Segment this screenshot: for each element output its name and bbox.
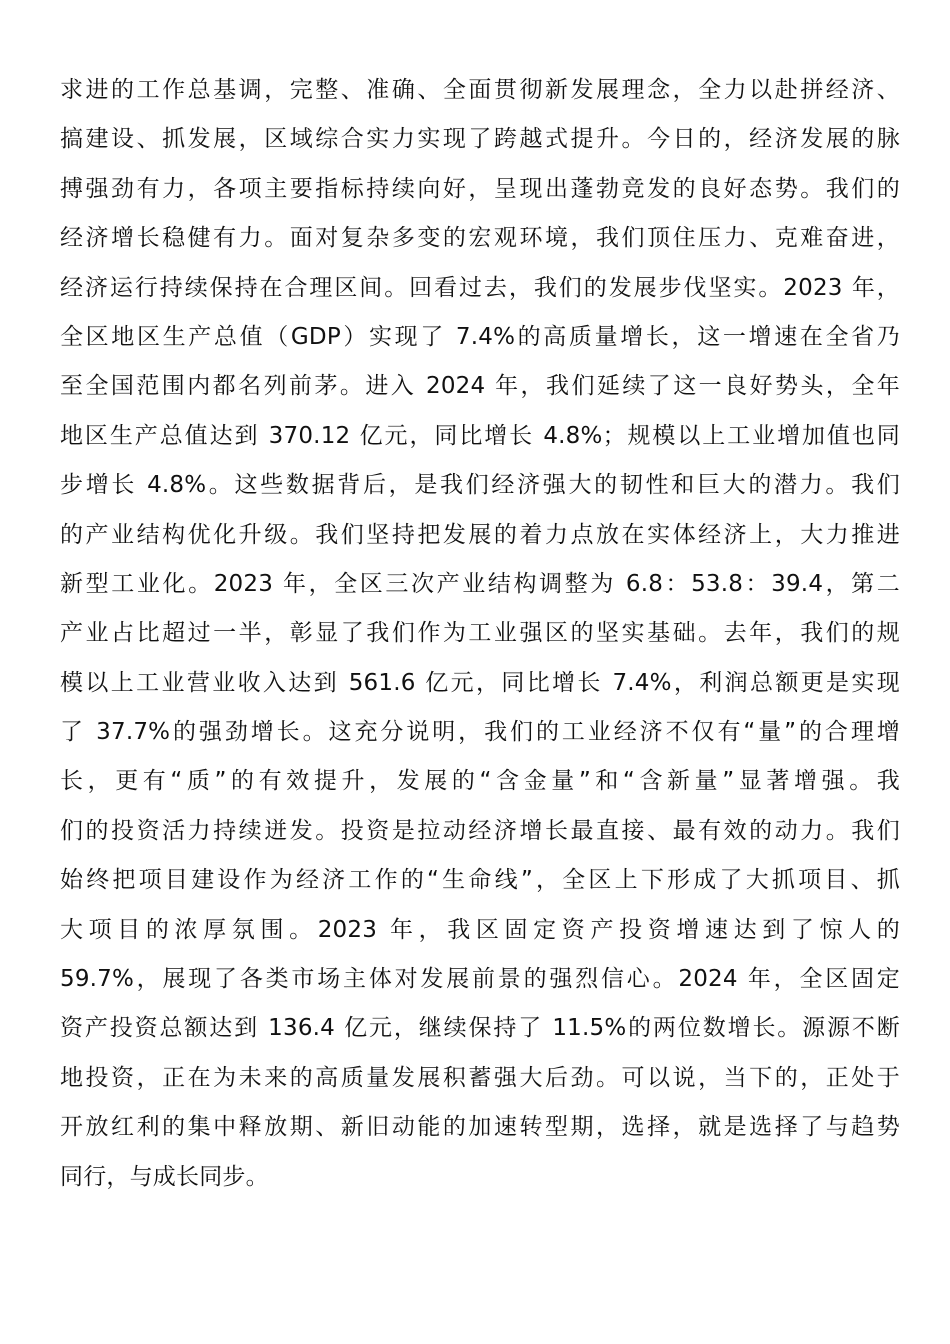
text-line: 长，更有“质”的有效提升，发展的“含金量”和“含新量”显著增强。我 bbox=[60, 768, 900, 795]
text-line: 产业占比超过一半，彰显了我们作为工业强区的坚实基础。去年，我们的规 bbox=[60, 620, 900, 647]
text-line: 59.7%，展现了各类市场主体对发展前景的强烈信心。2024 年，全区固定 bbox=[60, 966, 900, 993]
body-paragraph bbox=[60, 66, 900, 1202]
text-line: 开放红利的集中释放期、新旧动能的加速转型期，选择，就是选择了与趋势 bbox=[60, 1114, 900, 1141]
text-line: 经济运行持续保持在合理区间。回看过去，我们的发展步伐坚实。2023 年， bbox=[60, 274, 900, 301]
text-line: 步增长 4.8%。这些数据背后，是我们经济强大的韧性和巨大的潜力。我们 bbox=[60, 472, 900, 499]
text-line: 始终把项目建设作为经济工作的“生命线”，全区上下形成了大抓项目、抓 bbox=[60, 867, 900, 894]
text-line: 大项目的浓厚氛围。2023 年，我区固定资产投资增速达到了惊人的 bbox=[60, 916, 900, 943]
text-line: 模以上工业营业收入达到 561.6 亿元，同比增长 7.4%，利润总额更是实现 bbox=[60, 669, 900, 696]
text-line: 经济增长稳健有力。面对复杂多变的宏观环境，我们顶住压力、克难奋进， bbox=[60, 225, 900, 252]
text-line: 至全国范围内都名列前茅。进入 2024 年，我们延续了这一良好势头，全年 bbox=[60, 373, 900, 400]
text-line: 地区生产总值达到 370.12 亿元，同比增长 4.8%；规模以上工业增加值也同 bbox=[60, 422, 900, 449]
text-line: 了 37.7%的强劲增长。这充分说明，我们的工业经济不仅有“量”的合理增 bbox=[60, 719, 900, 746]
text-line: 们的投资活力持续迸发。投资是拉动经济增长最直接、最有效的动力。我们 bbox=[60, 817, 900, 844]
text-line: 的产业结构优化升级。我们坚持把发展的着力点放在实体经济上，大力推进 bbox=[60, 521, 900, 548]
text-line: 新型工业化。2023 年，全区三次产业结构调整为 6.8：53.8：39.4，第二 bbox=[60, 570, 900, 597]
text-line: 地投资，正在为未来的高质量发展积蓄强大后劲。可以说，当下的，正处于 bbox=[60, 1064, 900, 1091]
text-line: 求进的工作总基调，完整、准确、全面贯彻新发展理念，全力以赴拼经济、 bbox=[60, 77, 900, 103]
text-line: 同行，与成长同步。 bbox=[60, 1163, 269, 1190]
text-line: 资产投资总额达到 136.4 亿元，继续保持了 11.5%的两位数增长。源源不断 bbox=[60, 1015, 900, 1042]
text-line: 搏强劲有力，各项主要指标持续向好，呈现出蓬勃竞发的良好态势。我们的 bbox=[60, 175, 900, 202]
text-line: 搞建设、抓发展，区域综合实力实现了跨越式提升。今日的，经济发展的脉 bbox=[60, 126, 900, 153]
text-line: 全区地区生产总值（GDP）实现了 7.4%的高质量增长，这一增速在全省乃 bbox=[60, 323, 900, 350]
